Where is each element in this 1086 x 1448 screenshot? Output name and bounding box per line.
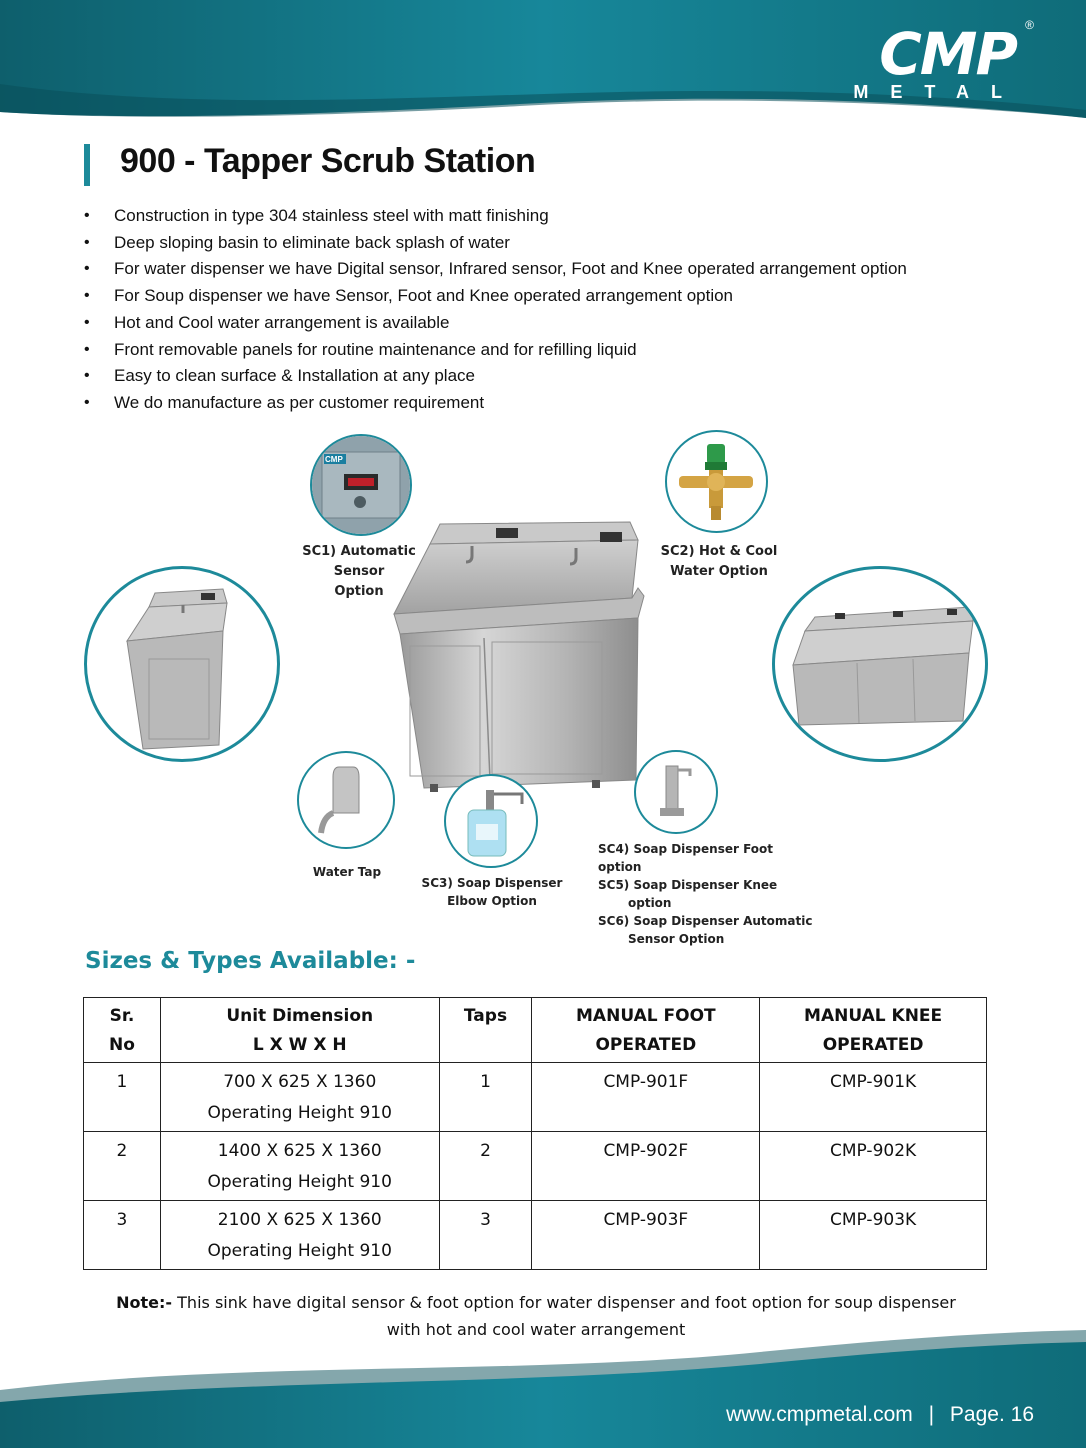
sc4-dispenser-circle bbox=[634, 750, 718, 834]
note-text-1: This sink have digital sensor & foot option for water dispenser and foot option for soup dispenser bbox=[177, 1293, 956, 1312]
logo-subtext: METAL bbox=[853, 82, 1024, 102]
cell-knee-model: CMP-901K bbox=[760, 1063, 987, 1132]
triple-station-circle bbox=[772, 566, 988, 762]
cell-sr: 2 bbox=[84, 1132, 161, 1201]
water-tap-label bbox=[300, 862, 394, 882]
dimension-text: 2100 X 625 X 1360 bbox=[217, 1210, 382, 1230]
sc6-label: SC6) Soap Dispenser Automatic bbox=[598, 914, 813, 928]
sc2-valve-circle bbox=[665, 430, 768, 533]
sc1-label bbox=[302, 542, 416, 602]
title-accent-bar bbox=[84, 144, 90, 186]
feature-item: • Hot and Cool water arrangement is available bbox=[84, 310, 984, 337]
feature-list bbox=[84, 203, 984, 417]
cell-dimension bbox=[160, 1132, 439, 1201]
dimension-text: 1400 X 625 X 1360 bbox=[217, 1141, 382, 1161]
sc5-label-cont: option bbox=[628, 896, 672, 910]
page-number: Page. 16 bbox=[949, 1403, 1034, 1426]
footer-band bbox=[0, 1320, 1086, 1448]
water-tap-label-text: Water Tap bbox=[312, 865, 382, 879]
valve-icon bbox=[667, 432, 766, 531]
main-scrub-station-image bbox=[380, 518, 662, 798]
feature-item: • Easy to clean surface & Installation at any place bbox=[84, 363, 984, 390]
cell-foot-model: CMP-903F bbox=[532, 1201, 760, 1270]
sc2-label-line: SC2) Hot & Cool bbox=[660, 544, 778, 559]
page-title: 900 - Tapper Scrub Station bbox=[120, 142, 536, 180]
soap-bottle-icon bbox=[446, 776, 536, 866]
website-link[interactable]: www.cmpmetal.com bbox=[726, 1403, 913, 1426]
header-line: Taps bbox=[463, 1006, 508, 1026]
operating-height-text: Operating Height 910 bbox=[207, 1241, 392, 1261]
sc1-label-line: Option bbox=[334, 584, 384, 599]
note-line-1 bbox=[84, 1289, 988, 1316]
sc3-label-line: Elbow Option bbox=[447, 894, 537, 908]
table-row bbox=[84, 1132, 987, 1201]
cell-knee-model: CMP-903K bbox=[760, 1201, 987, 1270]
single-station-circle bbox=[84, 566, 280, 762]
table-row bbox=[84, 1063, 987, 1132]
header-dimension bbox=[160, 998, 439, 1063]
sc1-label-line: SC1) Automatic bbox=[302, 544, 416, 559]
cell-taps: 1 bbox=[439, 1063, 532, 1132]
operating-height-text: Operating Height 910 bbox=[207, 1172, 392, 1192]
soap-dispenser-icon bbox=[636, 752, 716, 832]
feature-item: • For water dispenser we have Digital sensor, Infrared sensor, Foot and Knee operated arrangement option bbox=[84, 256, 984, 283]
header-line: No bbox=[108, 1035, 135, 1055]
cell-taps: 2 bbox=[439, 1132, 532, 1201]
table-header-row bbox=[84, 998, 987, 1063]
header-line: Unit Dimension bbox=[226, 1006, 374, 1026]
note-label: Note:- bbox=[116, 1293, 173, 1312]
sc4-sc6-labels bbox=[598, 840, 818, 948]
sizes-table bbox=[83, 997, 987, 1270]
header-line: OPERATED bbox=[822, 1035, 924, 1055]
cell-dimension bbox=[160, 1201, 439, 1270]
cell-foot-model: CMP-901F bbox=[532, 1063, 760, 1132]
header-foot bbox=[532, 998, 760, 1063]
cell-taps: 3 bbox=[439, 1201, 532, 1270]
cmp-metal-logo bbox=[824, 18, 1034, 102]
sc1-label-line: Sensor bbox=[333, 564, 385, 579]
feature-item: • Deep sloping basin to eliminate back splash of water bbox=[84, 230, 984, 257]
registered-mark: ® bbox=[1025, 18, 1034, 32]
water-tap-icon bbox=[299, 753, 393, 847]
cell-knee-model: CMP-902K bbox=[760, 1132, 987, 1201]
header-knee bbox=[760, 998, 987, 1063]
header-line: L X W X H bbox=[252, 1035, 347, 1055]
header-line: MANUAL FOOT bbox=[576, 1006, 716, 1026]
cell-dimension bbox=[160, 1063, 439, 1132]
sc3-label-line: SC3) Soap Dispenser bbox=[421, 876, 563, 890]
cell-foot-model: CMP-902F bbox=[532, 1132, 760, 1201]
panel-logo-text: CMP bbox=[325, 455, 343, 464]
sc3-elbow-circle bbox=[444, 774, 538, 868]
header-line: Sr. bbox=[109, 1006, 135, 1026]
sc2-label bbox=[656, 542, 782, 582]
header-line: MANUAL KNEE bbox=[804, 1006, 943, 1026]
header-sr-no bbox=[84, 998, 161, 1063]
cell-sr: 3 bbox=[84, 1201, 161, 1270]
water-tap-circle bbox=[297, 751, 395, 849]
sc4-label: SC4) Soap Dispenser Foot option bbox=[598, 842, 774, 874]
sc3-label bbox=[420, 874, 564, 910]
sc6-label-cont: Sensor Option bbox=[628, 932, 725, 946]
table-row bbox=[84, 1201, 987, 1270]
feature-item: • We do manufacture as per customer requirement bbox=[84, 390, 984, 417]
sc1-sensor-circle bbox=[310, 434, 412, 536]
note-text-2: with hot and cool water arrangement bbox=[386, 1320, 686, 1339]
triple-station-image bbox=[775, 569, 985, 759]
sensor-panel-icon bbox=[312, 436, 410, 534]
footer-info bbox=[726, 1403, 1034, 1427]
header-taps bbox=[439, 998, 532, 1063]
cell-sr: 1 bbox=[84, 1063, 161, 1132]
single-station-image bbox=[87, 569, 277, 759]
feature-item: • Front removable panels for routine maintenance and for refilling liquid bbox=[84, 337, 984, 364]
sc5-label: SC5) Soap Dispenser Knee bbox=[598, 878, 778, 892]
feature-item: • For Soup dispenser we have Sensor, Foot and Knee operated arrangement option bbox=[84, 283, 984, 310]
header-line: OPERATED bbox=[595, 1035, 697, 1055]
product-illustrations bbox=[0, 420, 1086, 950]
feature-item: • Construction in type 304 stainless steel with matt finishing bbox=[84, 203, 984, 230]
dimension-text: 700 X 625 X 1360 bbox=[223, 1072, 377, 1092]
footer-separator: | bbox=[928, 1403, 935, 1426]
operating-height-text: Operating Height 910 bbox=[207, 1103, 392, 1123]
sizes-heading: Sizes & Types Available: - bbox=[85, 948, 416, 974]
logo-wordmark: CMP bbox=[879, 20, 1016, 88]
sc2-label-line: Water Option bbox=[670, 564, 768, 579]
